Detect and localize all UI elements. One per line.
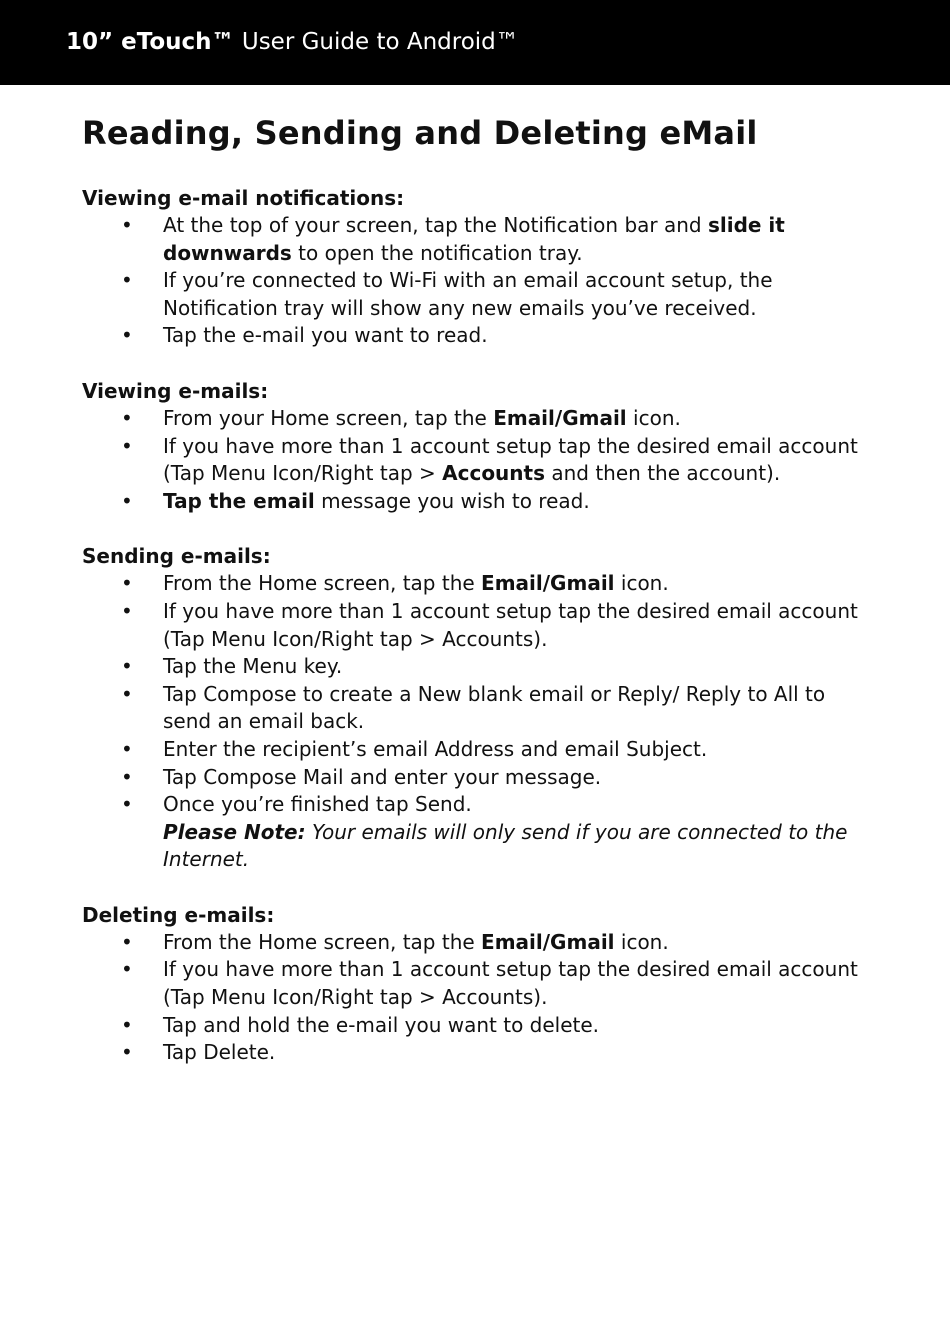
- item-text: Accounts: [442, 461, 545, 486]
- item-text: Tap the email: [163, 488, 315, 513]
- list-item: [82, 791, 872, 874]
- item-text: Tap Compose Mail and enter your message.: [163, 764, 602, 789]
- bullet-icon: •: [121, 764, 133, 789]
- item-text: Tap Delete.: [163, 1040, 276, 1065]
- list-item: [82, 570, 872, 598]
- list-item: [82, 653, 872, 681]
- list-item: [82, 681, 872, 736]
- list-item: [82, 405, 872, 433]
- section-heading: Viewing e-mails:: [82, 378, 269, 403]
- item-text: slide it downwards: [163, 213, 785, 265]
- page-title: Reading, Sending and Deleting eMail: [82, 114, 758, 152]
- item-text: If you have more than 1 account setup tap the desired email account (Tap Menu Icon/Right tap > Accounts).: [163, 598, 858, 651]
- item-text: At the top of your screen, tap the Notification bar and: [163, 213, 708, 237]
- item-text: If you’re connected to Wi-Fi with an email account setup, the Notification tray will show any new emails you’ve received.: [163, 268, 773, 320]
- list-item: [82, 488, 872, 516]
- item-text: icon.: [614, 929, 669, 954]
- note-text: Your emails will only send if you are connected to the Internet.: [163, 819, 848, 872]
- section: [82, 901, 872, 1067]
- list-item: [82, 956, 872, 1011]
- bullet-icon: •: [121, 957, 133, 982]
- list-item: [82, 433, 872, 488]
- list-item: [82, 1012, 872, 1040]
- section: [82, 377, 872, 515]
- item-text: and then the account).: [545, 461, 781, 486]
- item-text: Once you’re finished tap Send.: [163, 792, 472, 817]
- page-header: [0, 0, 950, 85]
- item-text: Email/Gmail: [481, 929, 615, 954]
- bullet-icon: •: [121, 433, 133, 458]
- bullet-icon: •: [121, 736, 133, 761]
- note: [163, 820, 847, 872]
- bullet-icon: •: [121, 598, 133, 623]
- bullet-icon: •: [121, 792, 133, 817]
- list-item: [82, 929, 872, 957]
- list-item: [82, 736, 872, 764]
- item-text: Email/Gmail: [481, 571, 615, 596]
- section-heading: Deleting e-mails:: [82, 902, 275, 927]
- item-text: icon.: [626, 405, 681, 430]
- item-text: Enter the recipient’s email Address and email Subject.: [163, 736, 708, 761]
- bullet-list: [82, 405, 872, 515]
- bullet-icon: •: [121, 213, 133, 237]
- item-text: If you have more than 1 account setup tap the desired email account (Tap Menu Icon/Right tap >: [163, 433, 858, 486]
- bullet-icon: •: [121, 405, 133, 430]
- list-item: [82, 598, 872, 653]
- item-text: From the Home screen, tap the: [163, 571, 482, 596]
- bullet-icon: •: [121, 323, 133, 348]
- bullet-icon: •: [121, 268, 133, 293]
- item-text: icon.: [614, 571, 669, 596]
- list-item: [82, 322, 872, 350]
- bullet-icon: •: [121, 929, 133, 954]
- item-text: Tap and hold the e-mail you want to delete.: [163, 1012, 600, 1037]
- bullet-icon: •: [121, 571, 133, 596]
- list-item: [82, 764, 872, 792]
- item-text: message you wish to read.: [314, 488, 590, 513]
- list-item: [82, 1039, 872, 1067]
- item-text: to open the notification tray.: [291, 240, 583, 265]
- bullet-icon: •: [121, 681, 133, 706]
- page-content: [82, 110, 872, 1094]
- item-text: Email/Gmail: [493, 405, 627, 430]
- section-heading: Sending e-mails:: [82, 544, 271, 569]
- list-item: [82, 212, 872, 267]
- item-text: Tap the Menu key.: [163, 654, 343, 679]
- section: [82, 184, 872, 350]
- section-heading: Viewing e-mail notifications:: [82, 186, 405, 210]
- section: [82, 542, 872, 874]
- sections-container: [82, 184, 872, 1067]
- item-text: Tap the e-mail you want to read.: [163, 323, 488, 348]
- item-text: If you have more than 1 account setup tap the desired email account (Tap Menu Icon/Right tap > Accounts).: [163, 957, 858, 1010]
- bullet-icon: •: [121, 1040, 133, 1065]
- bullet-icon: •: [121, 654, 133, 679]
- item-text: From the Home screen, tap the: [163, 929, 482, 954]
- header-product: 10” eTouch™: [66, 29, 235, 55]
- item-text: From your Home screen, tap the: [163, 405, 494, 430]
- bullet-icon: •: [121, 1012, 133, 1037]
- bullet-list: [82, 570, 872, 874]
- header-guide-title: User Guide to Android™: [234, 29, 519, 55]
- item-text: Tap Compose to create a New blank email or Reply/ Reply to All to send an email back.: [163, 681, 826, 734]
- note-label: Please Note:: [163, 819, 306, 844]
- bullet-list: [82, 212, 872, 350]
- bullet-list: [82, 929, 872, 1067]
- bullet-icon: •: [121, 488, 133, 513]
- list-item: [82, 267, 872, 322]
